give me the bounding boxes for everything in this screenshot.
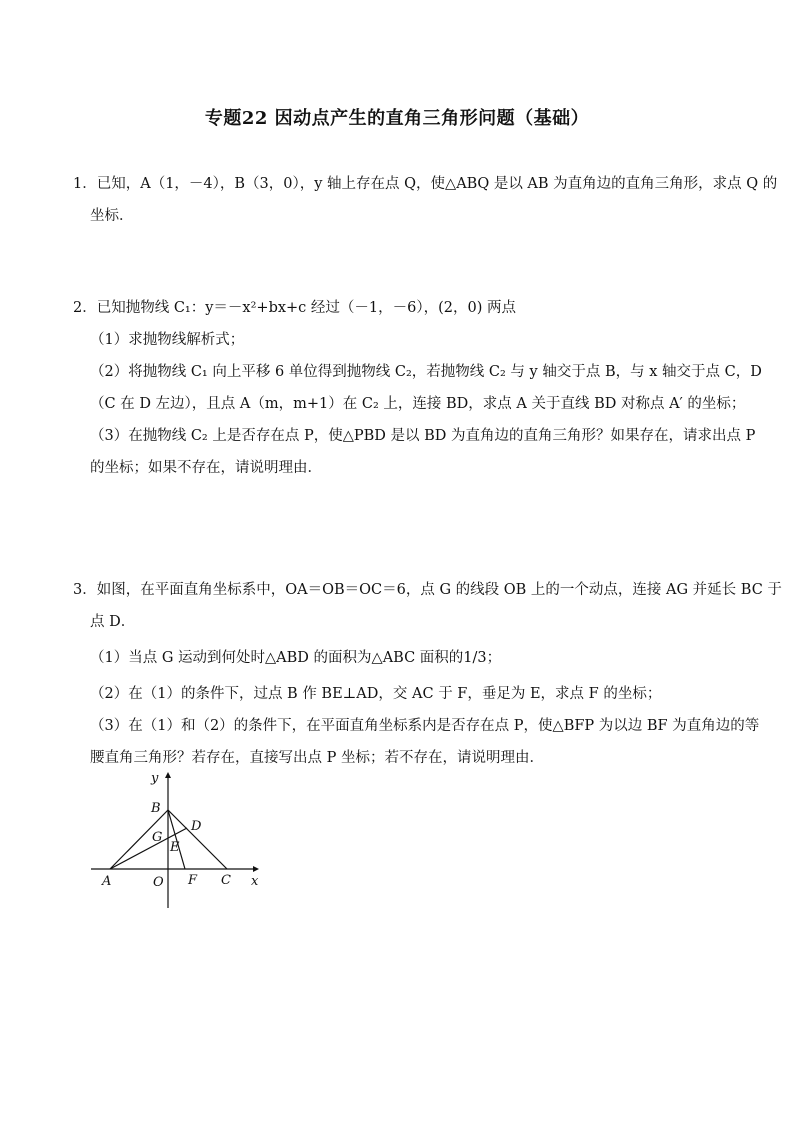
geometry-figure: [85, 768, 275, 913]
label-D: D: [191, 819, 202, 834]
q1-line2: 坐标．: [90, 208, 134, 224]
q3-line2: 点 D．: [90, 614, 136, 630]
page-title: 专题22 因动点产生的直角三角形问题（基础）: [204, 108, 590, 129]
q3-part1: （1）当点 G 运动到何处时△ABD 的面积为△ABC 面积的1/3；: [90, 650, 502, 666]
label-O: O: [153, 875, 164, 890]
q3-part2: （2）在（1）的条件下，过点 B 作 BE⊥AD，交 AC 于 F，垂足为 E，求点 F 的坐标；: [90, 686, 662, 702]
q3-part3-line2: 腰直角三角形？若存在，直接写出点 P 坐标；若不存在，请说明理由．: [90, 750, 544, 766]
q2-part2-line1: （2）将抛物线 C₁ 向上平移 6 单位得到抛物线 C₂，若抛物线 C₂ 与 y 轴交于点 B，与 x 轴交于点 C，D: [90, 364, 762, 380]
label-A: A: [102, 874, 112, 889]
label-E: E: [170, 840, 180, 855]
label-B: B: [151, 801, 161, 816]
q3-line1: 3．如图，在平面直角坐标系中，OA＝OB＝OC＝6，点 G 的线段 OB 上的一个动点，连接 AG 并延长 BC 于: [73, 582, 782, 598]
label-x: x: [251, 874, 259, 889]
y-axis-arrow: [165, 772, 171, 778]
q1-line1: 1．已知，A（1，－4），B（3，0），y 轴上存在点 Q，使△ABQ 是以 AB 为直角边的直角三角形，求点 Q 的: [73, 176, 778, 192]
q3-part3-line1: （3）在（1）和（2）的条件下，在平面直角坐标系内是否存在点 P，使△BFP 为以边 BF 为直角边的等: [90, 718, 760, 734]
label-C: C: [221, 873, 231, 888]
q2-line1: 2．已知抛物线 C₁：y＝－x²+bx+c 经过（－1，－6），(2，0) 两点: [73, 300, 516, 316]
label-G: G: [152, 830, 163, 845]
label-F: F: [188, 873, 198, 888]
q2-part3-line1: （3）在抛物线 C₂ 上是否存在点 P，使△PBD 是以 BD 为直角边的直角三角形？如果存在，请求出点 P: [90, 428, 756, 444]
label-y: y: [151, 771, 159, 786]
x-axis-arrow: [253, 866, 259, 872]
q2-part3-line2: 的坐标；如果不存在，请说明理由．: [90, 460, 322, 476]
q2-part1: （1）求抛物线解析式；: [90, 332, 245, 348]
q2-part2-line2: （C 在 D 左边），且点 A（m，m+1）在 C₂ 上，连接 BD，求点 A 关于直线 BD 对称点 A′ 的坐标；: [90, 396, 746, 412]
